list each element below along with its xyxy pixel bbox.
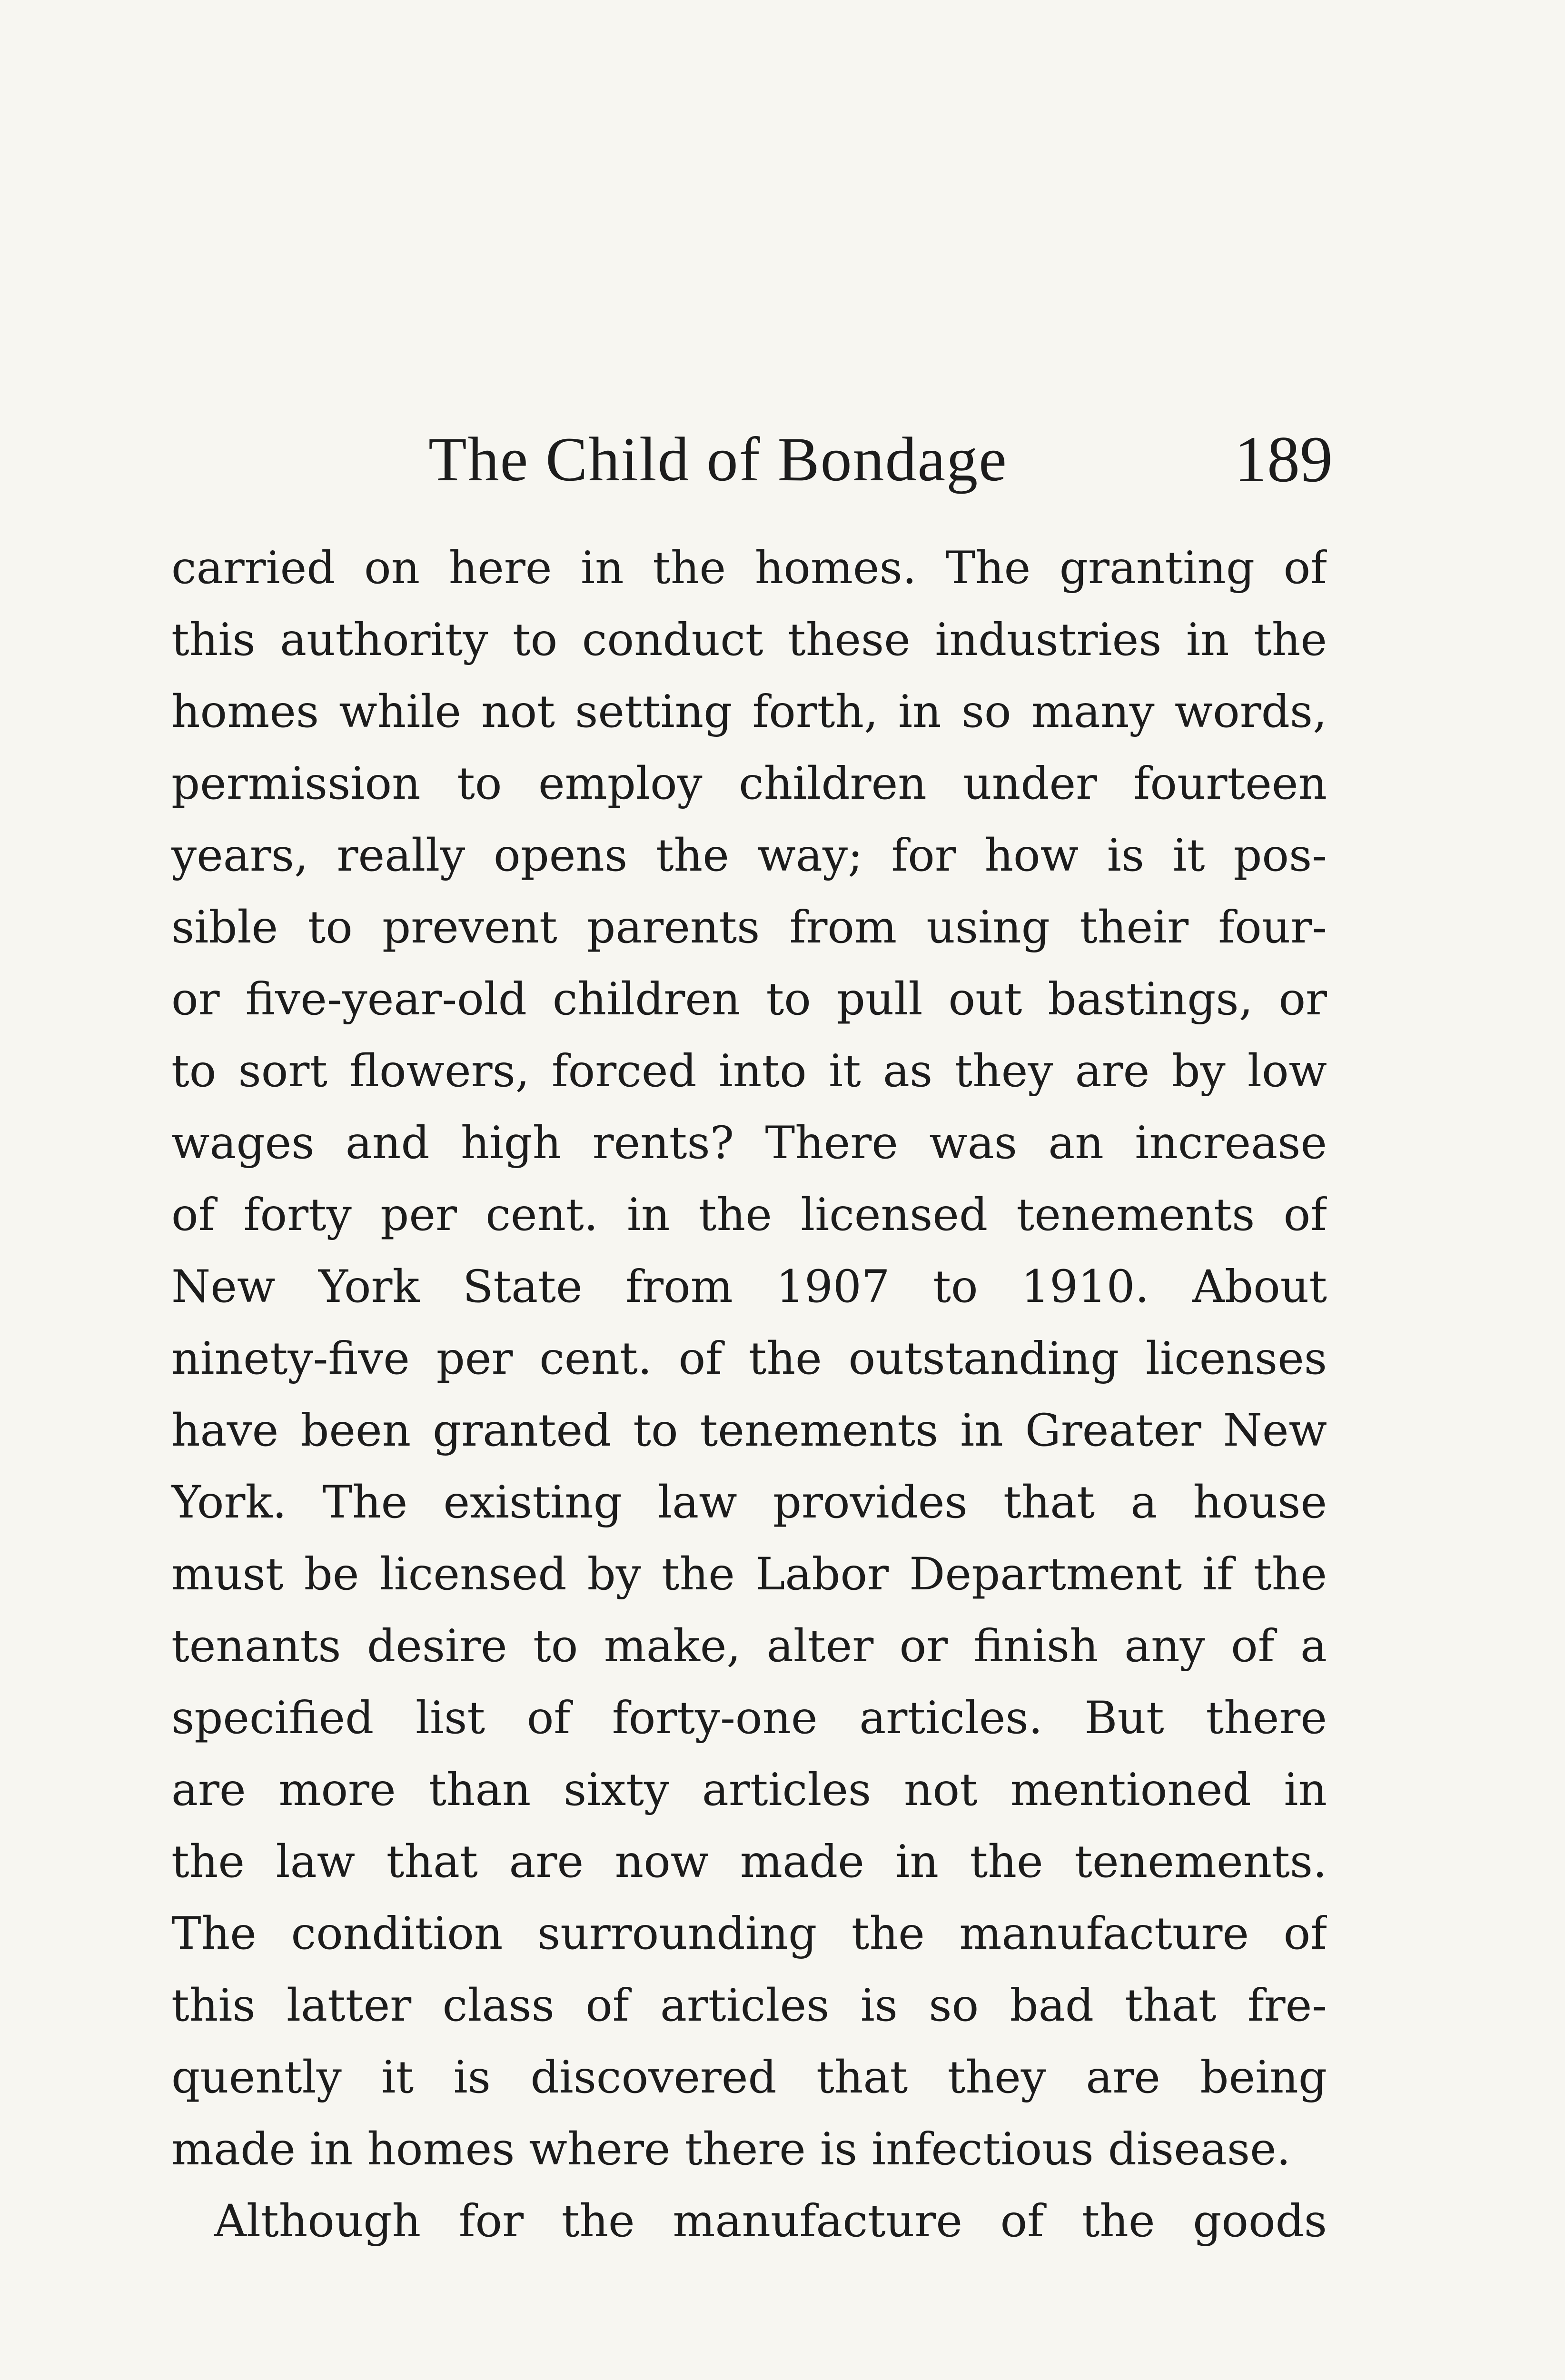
text-line: of forty per cent. in the licensed tenements of xyxy=(171,1189,1327,1241)
paragraph-start-line: Although for the manufacture of the goods xyxy=(214,2195,1327,2247)
text-line: this authority to conduct these industries in the xyxy=(171,614,1327,666)
text-line: homes while not setting forth, in so many words, xyxy=(171,686,1327,738)
text-line: wages and high rents? There was an increase xyxy=(171,1117,1327,1169)
text-line: The condition surrounding the manufacture of xyxy=(171,1908,1327,1960)
text-line: are more than sixty articles not mentioned in xyxy=(171,1764,1327,1816)
text-line: New York State from 1907 to 1910. About xyxy=(171,1261,1327,1313)
text-line: quently it is discovered that they are being xyxy=(171,2052,1327,2103)
text-line: this latter class of articles is so bad that fre- xyxy=(171,1980,1327,2032)
text-line: the law that are now made in the tenements. xyxy=(171,1836,1327,1888)
text-line: ninety-five per cent. of the outstanding licenses xyxy=(171,1333,1327,1385)
running-title: The Child of Bondage xyxy=(428,424,1008,494)
body-text xyxy=(171,532,1327,2257)
text-line: carried on here in the homes. The granting of xyxy=(171,542,1327,594)
page-number: 189 xyxy=(1234,423,1333,496)
text-line: must be licensed by the Labor Department if the xyxy=(171,1548,1327,1600)
running-head xyxy=(171,419,1333,500)
text-line: to sort flowers, forced into it as they are by low xyxy=(171,1045,1327,1097)
text-line: have been granted to tenements in Greater New xyxy=(171,1405,1327,1457)
text-line: years, really opens the way; for how is it pos- xyxy=(171,830,1327,882)
text-line: made in homes where there is infectious disease. xyxy=(171,2123,1291,2175)
text-line: specified list of forty-one articles. But there xyxy=(171,1692,1327,1744)
text-line: York. The existing law provides that a house xyxy=(171,1477,1327,1528)
text-line: or five-year-old children to pull out bastings, or xyxy=(171,973,1327,1025)
text-line: sible to prevent parents from using their four- xyxy=(171,902,1327,953)
text-line: tenants desire to make, alter or finish any of a xyxy=(171,1620,1327,1672)
text-line: permission to employ children under fourteen xyxy=(171,758,1327,810)
